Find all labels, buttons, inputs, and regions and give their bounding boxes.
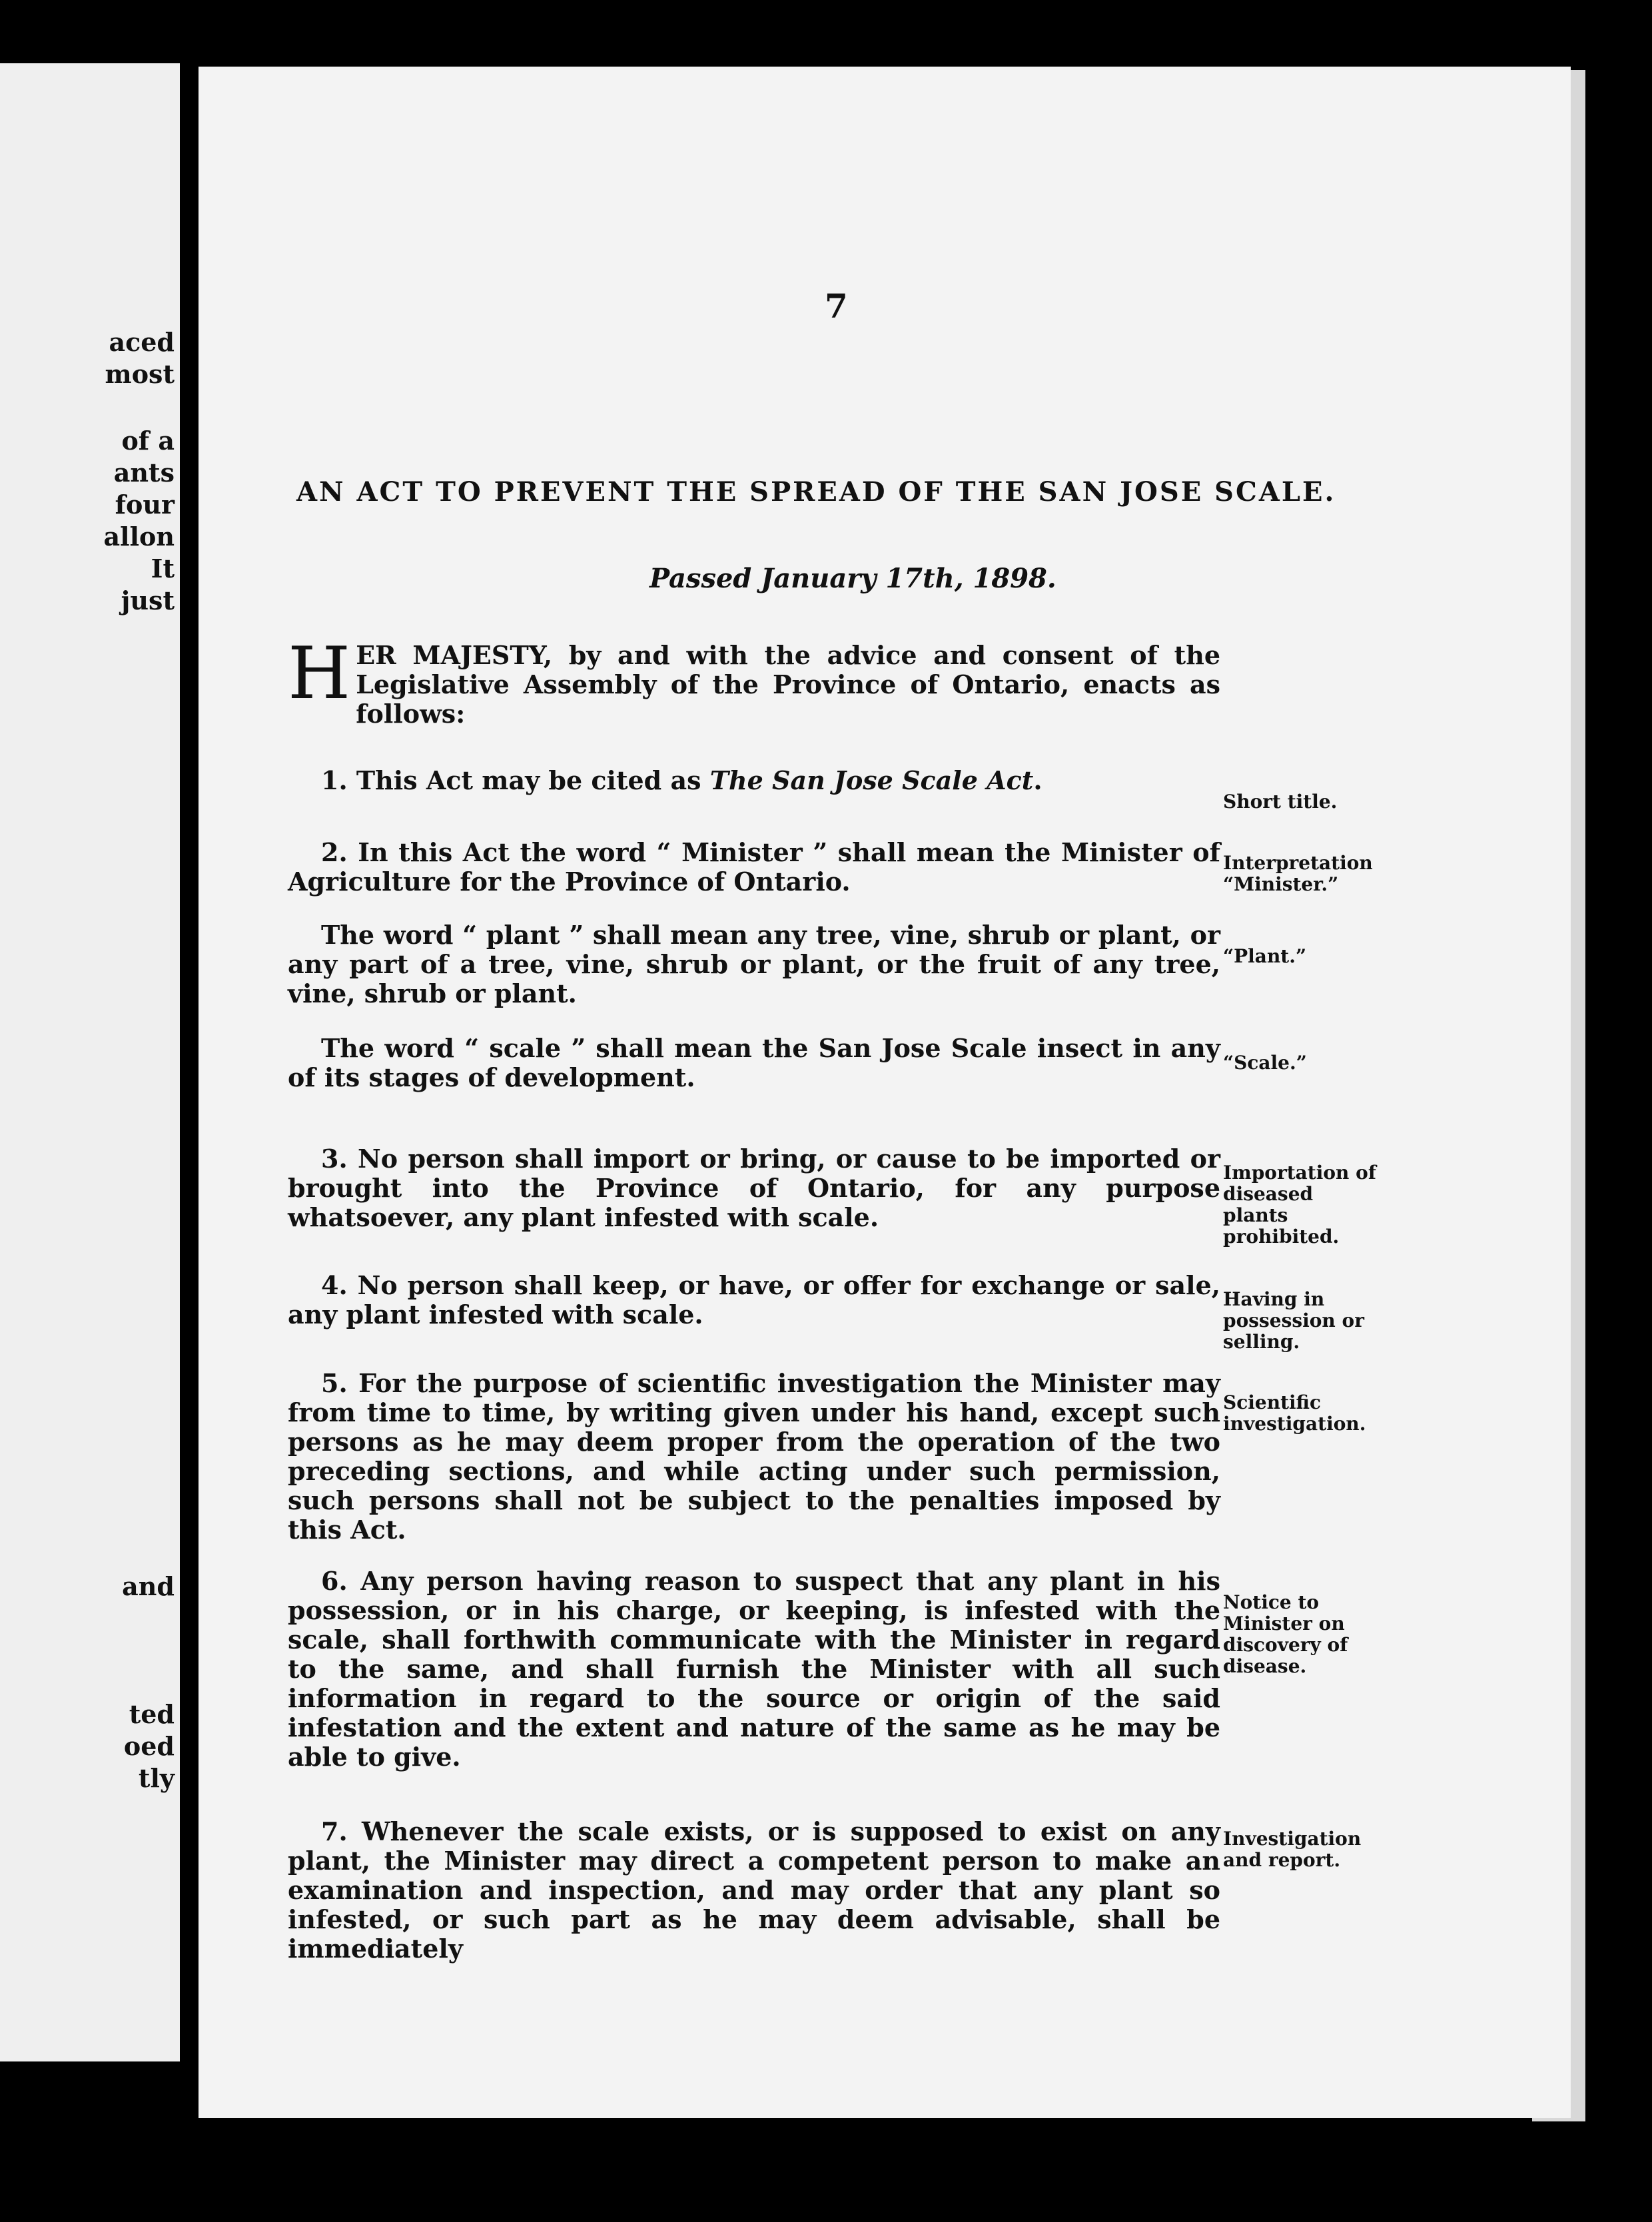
- section-7: 7. Whenever the scale exists, or is supposed to exist on any plant, the Minister may direct a competent person to make an examination and inspection, and may order that any plant so infested, or such part as he may deem advisable, shall be immediately: [288, 1816, 1220, 1964]
- passed-date: Passed January 17th, 1898.: [649, 563, 1056, 594]
- margin-note: Having in possession or selling.: [1223, 1288, 1364, 1353]
- left-page-fragment: ted: [129, 1699, 175, 1729]
- section-3: 3. No person shall import or bring, or cause to be imported or brought into the Province of Ontario, for any purpose whatsoever, any plant infested with scale.: [288, 1144, 1220, 1232]
- drop-cap: H: [288, 632, 351, 715]
- section-1: [288, 766, 1220, 795]
- margin-note: Notice to Minister on discovery of disease.: [1223, 1591, 1348, 1677]
- act-title: AN ACT TO PREVENT THE SPREAD OF THE SAN JOSE SCALE.: [296, 476, 1336, 508]
- left-page-fragment: aced: [109, 327, 175, 357]
- left-page-fragment: four: [115, 490, 175, 520]
- margin-note: Importation of diseased plants prohibited.: [1223, 1162, 1376, 1248]
- preamble: [288, 632, 1220, 729]
- margin-note: Interpretation “Minister.”: [1223, 852, 1373, 895]
- left-page-fragment: allon: [103, 522, 175, 552]
- margin-note: Scientific investigation.: [1223, 1391, 1366, 1435]
- margin-note: Investigation and report.: [1223, 1828, 1362, 1871]
- page-number: 7: [825, 286, 848, 326]
- margin-note: Short title.: [1223, 791, 1338, 813]
- margin-note: “Plant.”: [1223, 945, 1307, 967]
- left-page-fragment: ants: [113, 458, 175, 488]
- left-page-fragment: just: [121, 585, 175, 615]
- margin-note: “Scale.”: [1223, 1052, 1307, 1074]
- section-2: 2. In this Act the word “ Minister ” shall mean the Minister of Agriculture for the Province of Ontario.: [288, 837, 1220, 897]
- left-page-fragment: most: [105, 359, 175, 389]
- left-page-fragment: of a: [121, 426, 175, 456]
- section-text: 1. This Act may be cited as: [321, 765, 710, 795]
- section-6: 6. Any person having reason to suspect that any plant in his possession, or in his charge, or keeping, is infested with the scale, shall forthwith communicate with the Minister in regard to the same, and shall furnish the Minister with all such information in regard to the source or origin of the said infestation and the extent and nature of the same as he may be able to give.: [288, 1566, 1220, 1772]
- left-facing-page: [0, 63, 180, 2061]
- document-page: [199, 67, 1571, 2118]
- left-page-fragment: and: [122, 1571, 175, 1601]
- definition-plant: The word “ plant ” shall mean any tree, vine, shrub or plant, or any part of a tree, vine, shrub or plant, or the fruit of any tree, vine, shrub or plant.: [288, 920, 1220, 1008]
- act-short-title: The San Jose Scale Act: [709, 765, 1034, 795]
- section-4: 4. No person shall keep, or have, or offer for exchange or sale, any plant infested with scale.: [288, 1270, 1220, 1329]
- left-page-fragment: tly: [138, 1763, 175, 1793]
- section-text: .: [1033, 765, 1042, 795]
- definition-scale: The word “ scale ” shall mean the San Jose Scale insect in any of its stages of development.: [288, 1033, 1220, 1092]
- preamble-text: ER MAJESTY, by and with the advice and consent of the Legislative Assembly of the Province of Ontario, enacts as follows:: [356, 640, 1220, 729]
- left-page-fragment: oed: [123, 1731, 175, 1761]
- left-page-fragment: It: [151, 554, 175, 583]
- section-5: 5. For the purpose of scientific investigation the Minister may from time to time, by writing given under his hand, except such persons as he may deem proper from the operation of the two preceding sections, and while acting under such permission, such persons shall not be subject to the penalties imposed by this Act.: [288, 1368, 1220, 1545]
